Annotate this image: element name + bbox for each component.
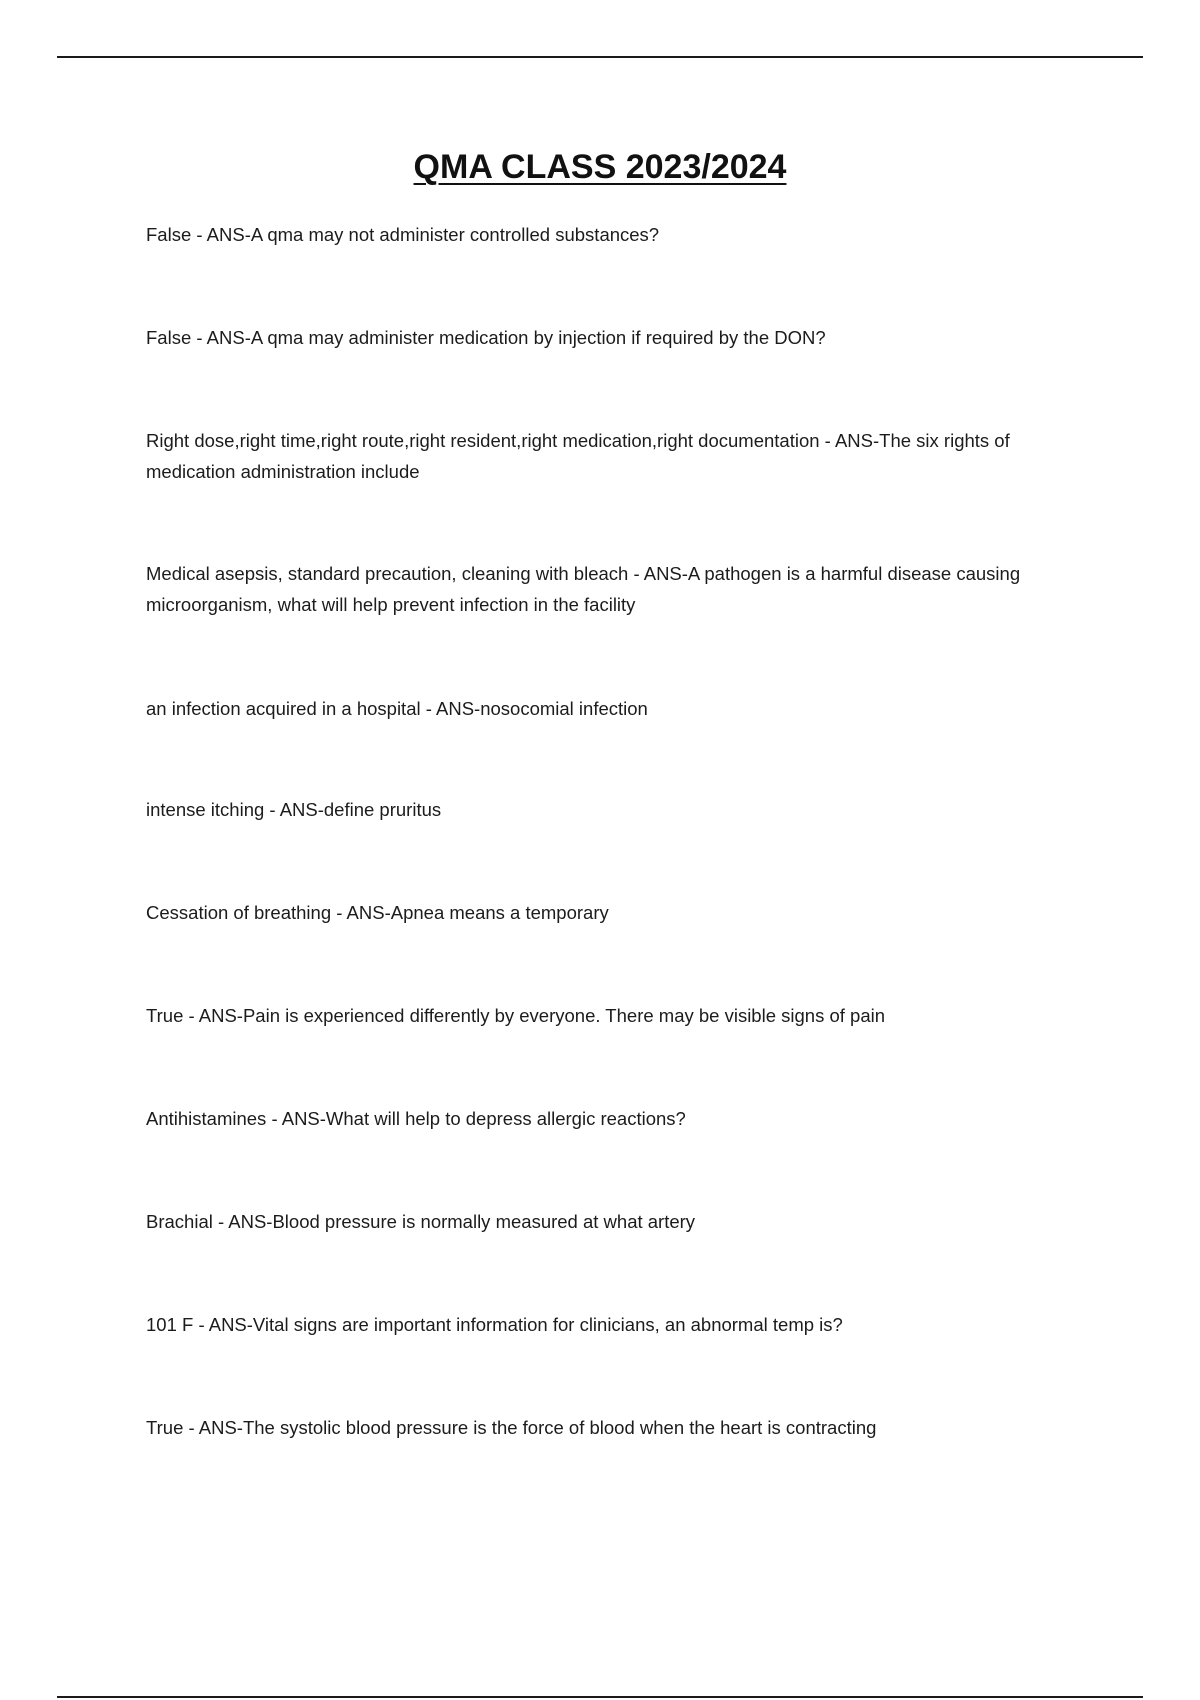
qa-entry-12: True - ANS-The systolic blood pressure is the force of blood when the heart is contracting [146, 1417, 877, 1438]
qa-entry-9: Antihistamines - ANS-What will help to depress allergic reactions? [146, 1108, 686, 1129]
bottom-rule [57, 1696, 1143, 1698]
qa-entry-2: False - ANS-A qma may administer medication by injection if required by the DON? [146, 327, 826, 348]
qa-entry-11: 101 F - ANS-Vital signs are important information for clinicians, an abnormal temp is? [146, 1314, 843, 1335]
qa-entry-5: an infection acquired in a hospital - ANS-nosocomial infection [146, 698, 648, 719]
qa-entry-3: Right dose,right time,right route,right resident,right medication,right documentation - ANS-The six rights of medication administration include [146, 430, 1010, 482]
qa-entry-10: Brachial - ANS-Blood pressure is normally measured at what artery [146, 1211, 696, 1232]
qa-entry-7: Cessation of breathing - ANS-Apnea means a temporary [146, 902, 609, 923]
qa-entry-4: Medical asepsis, standard precaution, cleaning with bleach - ANS-A pathogen is a harmful disease causing microorganism, what will help prevent infection in the facility [146, 563, 1021, 615]
qa-entry-6: intense itching - ANS-define pruritus [146, 799, 442, 820]
page-title-text: QMA CLASS 2023/2024 [413, 148, 787, 186]
qa-entry-1: False - ANS-A qma may not administer controlled substances? [146, 224, 660, 245]
qa-entry-8: True - ANS-Pain is experienced differently by everyone. There may be visible signs of pain [146, 1005, 886, 1026]
page-title [0, 148, 1200, 187]
top-rule [57, 56, 1143, 58]
